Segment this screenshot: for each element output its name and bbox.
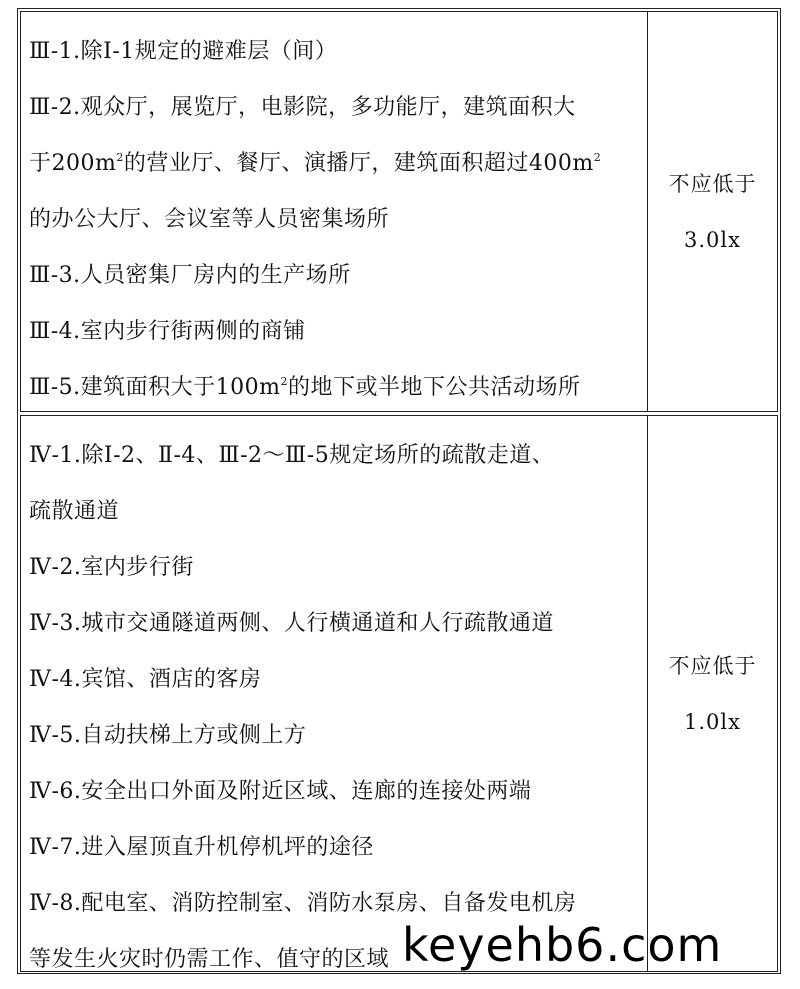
list-item: Ⅲ-2.观众厅，展览厅，电影院，多功能厅，建筑面积大 (29, 95, 576, 120)
list-item: Ⅳ-8.配电室、消防控制室、消防水泵房、自备发电机房 (29, 891, 577, 916)
list-item: Ⅳ-5.自动扶梯上方或侧上方 (29, 723, 307, 748)
requirement-value: 3.0lx (684, 227, 741, 252)
list-item: Ⅲ-3.人员密集厂房内的生产场所 (29, 263, 351, 288)
list-item: 的办公大厅、会议室等人员密集场所 (29, 207, 390, 232)
list-item: Ⅳ-3.城市交通隧道两侧、人行横通道和人行疏散通道 (29, 611, 554, 636)
list-item: Ⅲ-5.建筑面积大于$100m^2$的地下或半地下公共活动场所 (29, 375, 581, 400)
list-item: 等发生火灾时仍需工作、值守的区域 (29, 947, 390, 972)
list-item: 于$200m^2$的营业厅、餐厅、演播厅，建筑面积超过$400m^2$ (29, 151, 602, 176)
requirement-value: 1.0lx (684, 709, 741, 734)
place-list-iii (21, 12, 648, 411)
requirement-label: 不应低于 (668, 653, 757, 678)
list-item: 疏散通道 (29, 499, 120, 524)
list-item: Ⅲ-1.除Ⅰ-1规定的避难层（间） (29, 39, 338, 64)
list-item: Ⅳ-1.除Ⅰ-2、Ⅱ-4、Ⅲ-2～Ⅲ-5规定场所的疏散走道、 (29, 443, 555, 468)
list-item: Ⅲ-4.室内步行街两侧的商铺 (29, 319, 306, 344)
requirement-label: 不应低于 (668, 171, 757, 196)
watermark-text: keyehb6.com (402, 918, 723, 972)
list-item: Ⅳ-2.室内步行街 (29, 555, 194, 580)
place-list-iv (21, 416, 648, 971)
list-item: Ⅳ-4.宾馆、酒店的客房 (29, 667, 262, 692)
list-item: Ⅳ-7.进入屋顶直升机停机坪的途径 (29, 835, 374, 860)
list-item: Ⅳ-6.安全出口外面及附近区域、连廊的连接处两端 (29, 779, 532, 804)
illuminance-requirement-iv (648, 416, 777, 971)
table-row-iv (20, 415, 778, 972)
illuminance-requirement-iii (648, 12, 777, 411)
table-row-iii (20, 11, 778, 412)
